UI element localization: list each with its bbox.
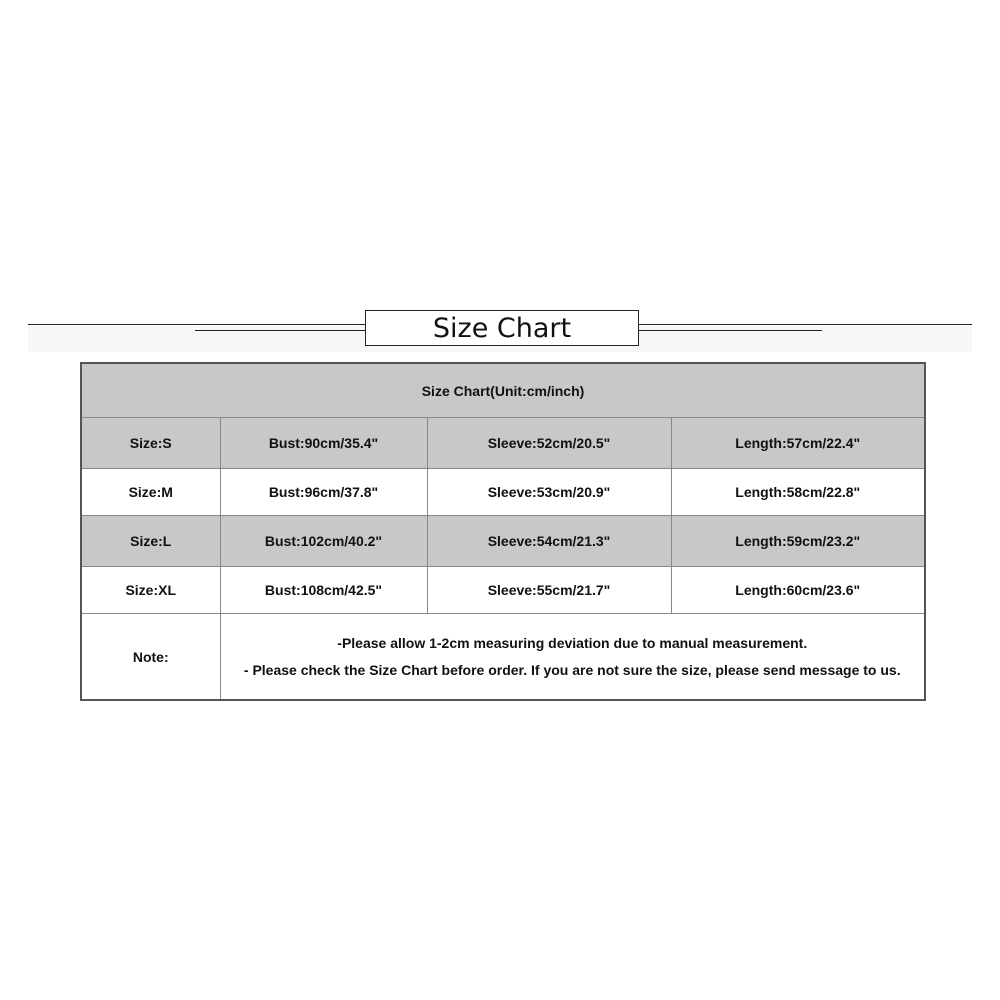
bust-cell: Bust:102cm/40.2" — [220, 516, 427, 567]
table-row — [81, 469, 925, 516]
right-inner-rule — [638, 330, 822, 331]
sleeve-cell: Sleeve:52cm/20.5" — [427, 418, 671, 469]
sleeve-cell: Sleeve:53cm/20.9" — [427, 469, 671, 516]
right-outer-rule — [638, 324, 972, 325]
bust-cell: Bust:108cm/42.5" — [220, 567, 427, 614]
size-chart-title: Size Chart — [365, 310, 639, 346]
length-cell: Length:60cm/23.6" — [671, 567, 925, 614]
table-row — [81, 567, 925, 614]
length-cell: Length:58cm/22.8" — [671, 469, 925, 516]
size-cell: Size:M — [81, 469, 220, 516]
note-line-2: - Please check the Size Chart before order. If you are not sure the size, please send message to us. — [243, 661, 901, 678]
bust-cell: Bust:90cm/35.4" — [220, 418, 427, 469]
size-cell: Size:L — [81, 516, 220, 567]
note-row — [81, 614, 925, 701]
size-chart-table — [80, 362, 926, 701]
table-row — [81, 516, 925, 567]
table-header-row — [81, 363, 925, 418]
left-outer-rule — [28, 324, 365, 325]
length-cell: Length:59cm/23.2" — [671, 516, 925, 567]
size-cell: Size:XL — [81, 567, 220, 614]
table-row — [81, 418, 925, 469]
note-text — [220, 614, 925, 701]
length-cell: Length:57cm/22.4" — [671, 418, 925, 469]
left-inner-rule — [195, 330, 365, 331]
note-line-1: -Please allow 1-2cm measuring deviation due to manual measurement. — [337, 634, 808, 651]
table-header: Size Chart(Unit:cm/inch) — [81, 363, 925, 418]
size-cell: Size:S — [81, 418, 220, 469]
sleeve-cell: Sleeve:54cm/21.3" — [427, 516, 671, 567]
bust-cell: Bust:96cm/37.8" — [220, 469, 427, 516]
note-label: Note: — [81, 614, 220, 701]
sleeve-cell: Sleeve:55cm/21.7" — [427, 567, 671, 614]
